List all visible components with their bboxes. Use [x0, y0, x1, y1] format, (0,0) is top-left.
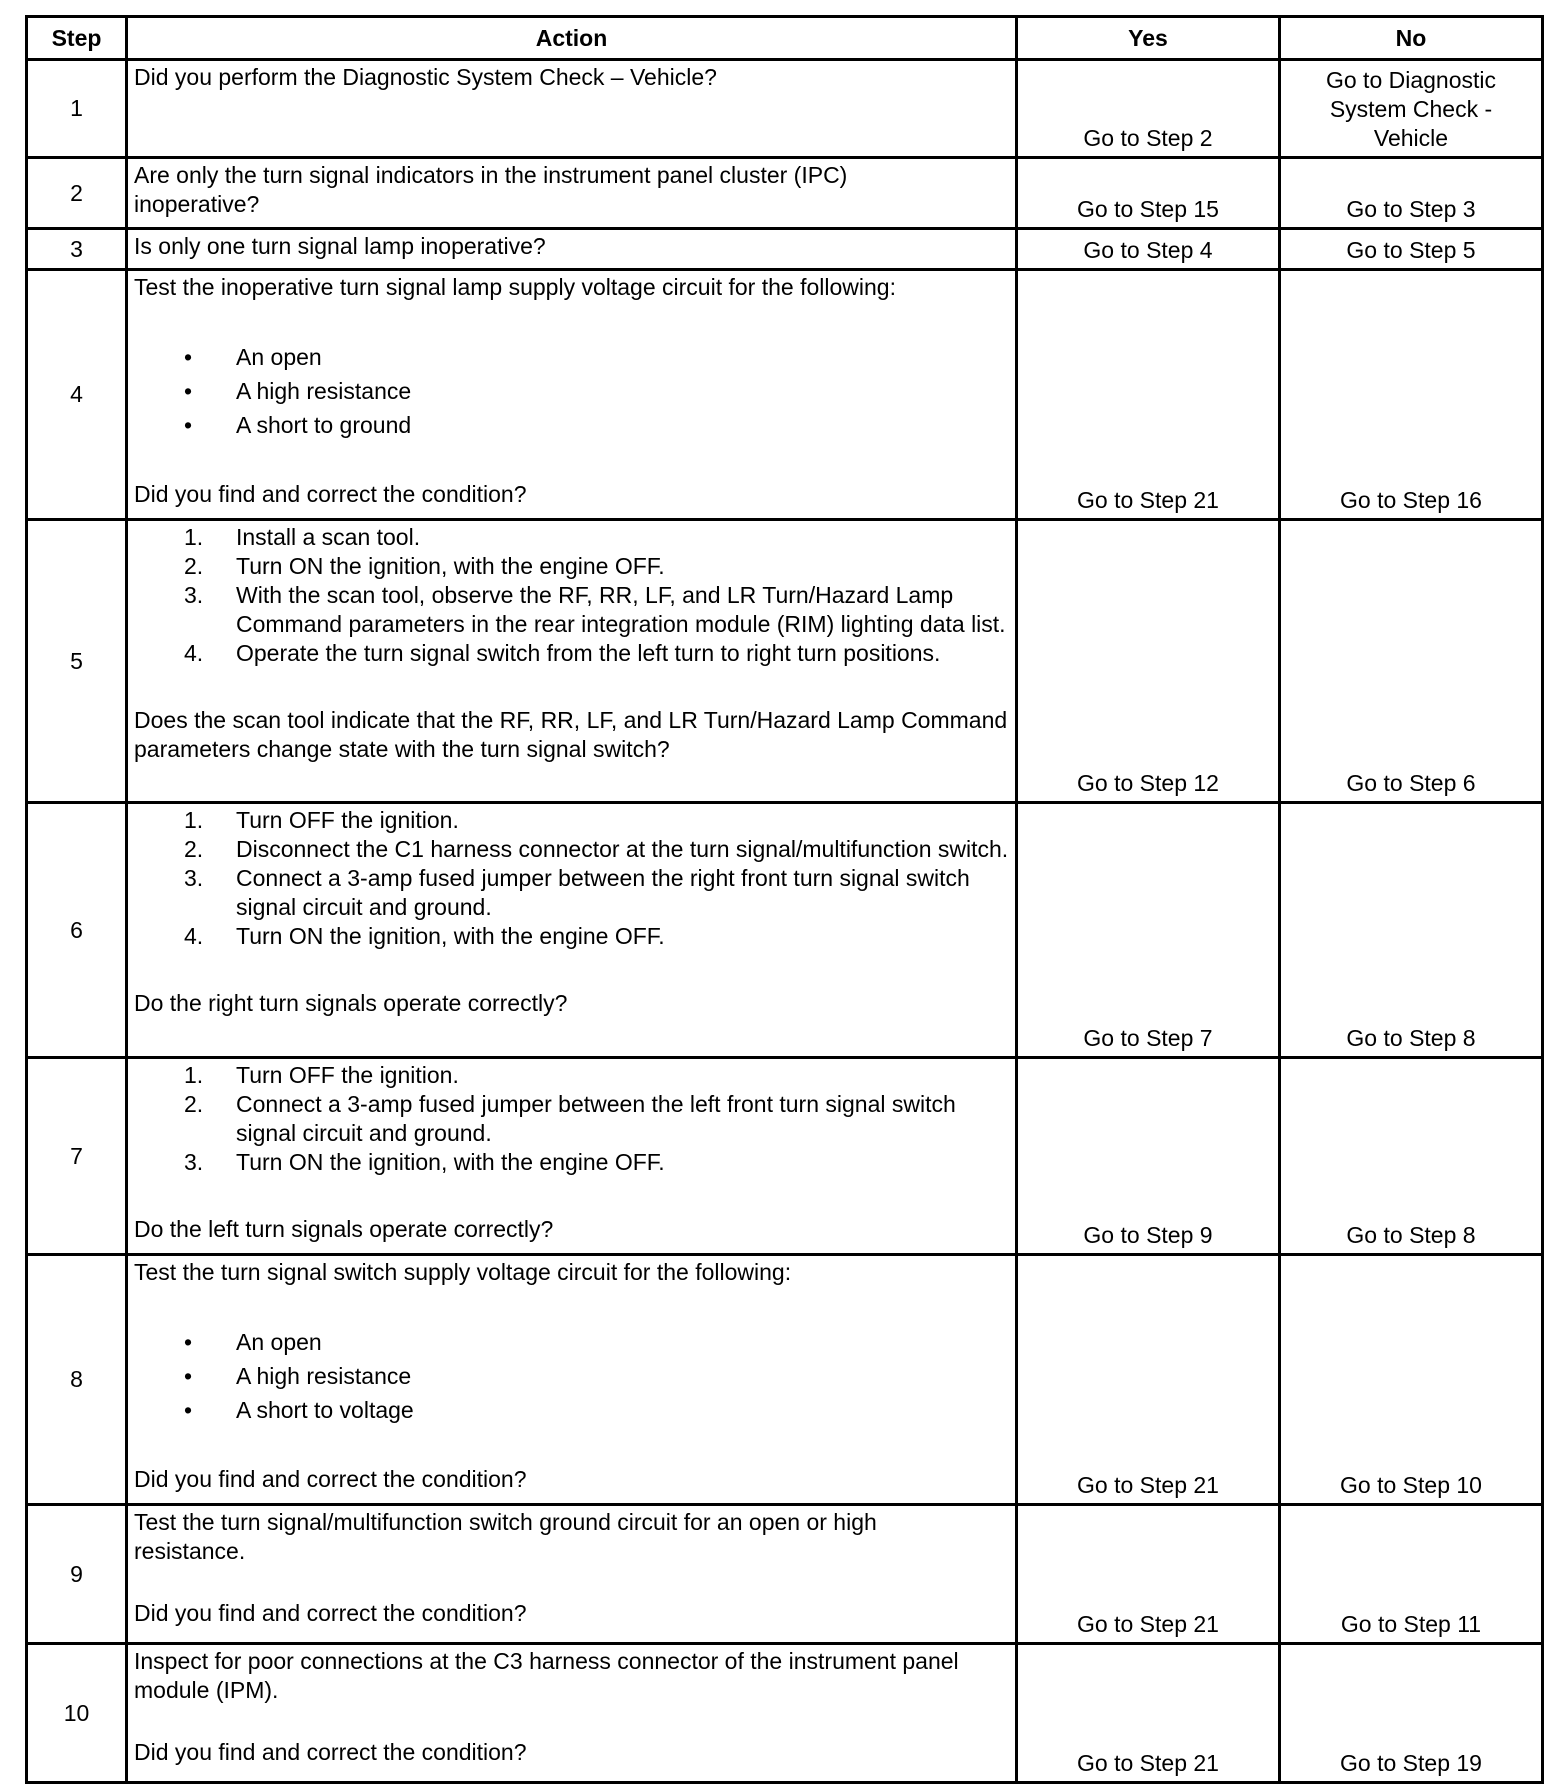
- table-row: [27, 1058, 1543, 1255]
- step-number: 2: [27, 158, 127, 229]
- no-link[interactable]: Go to Step 16: [1280, 270, 1543, 520]
- list-text: Install a scan tool.: [236, 524, 421, 550]
- table-row: [27, 803, 1543, 1058]
- step-number: 10: [27, 1644, 127, 1783]
- no-link[interactable]: Go to Step 3: [1280, 158, 1543, 229]
- action-cell: [127, 60, 1017, 158]
- list-item: [134, 639, 1009, 668]
- list-item: • A short to voltage: [134, 1393, 1009, 1427]
- yes-link[interactable]: Go to Step 7: [1017, 803, 1280, 1058]
- list-item: [134, 864, 1009, 922]
- list-number: 2.: [184, 836, 204, 862]
- no-link[interactable]: Go to Step 19: [1280, 1644, 1543, 1783]
- action-cell: [127, 1058, 1017, 1255]
- list-item: [134, 1090, 1009, 1148]
- action-text: Test the inoperative turn signal lamp supply voltage circuit for the following:: [134, 274, 896, 300]
- action-cell: [127, 1644, 1017, 1783]
- yes-link[interactable]: Go to Step 15: [1017, 158, 1280, 229]
- table-row: [27, 1644, 1543, 1783]
- table-row: [27, 229, 1543, 270]
- list-item: [134, 523, 1009, 552]
- yes-link[interactable]: Go to Step 9: [1017, 1058, 1280, 1255]
- header-yes: Yes: [1017, 17, 1280, 60]
- condition-list: [134, 340, 1009, 442]
- action-cell: [127, 229, 1017, 270]
- list-text: Turn OFF the ignition.: [236, 1062, 459, 1088]
- list-number: 1.: [184, 524, 204, 550]
- list-text: Turn ON the ignition, with the engine OFF.: [236, 553, 665, 579]
- action-text: Test the turn signal/multifunction switch ground circuit for an open or high resistance.: [134, 1509, 877, 1564]
- action-text: Did you perform the Diagnostic System Check – Vehicle?: [134, 64, 717, 90]
- no-link-line: System Check -: [1329, 96, 1493, 122]
- no-link[interactable]: Go to Step 11: [1280, 1505, 1543, 1644]
- yes-link[interactable]: Go to Step 12: [1017, 520, 1280, 803]
- list-item: [134, 806, 1009, 835]
- list-item: • An open: [134, 340, 1009, 374]
- question-text: Do the left turn signals operate correctly?: [134, 1216, 554, 1242]
- procedure-list: [134, 523, 1009, 668]
- action-text: Inspect for poor connections at the C3 harness connector of the instrument panel module (IPM).: [134, 1648, 959, 1703]
- list-number: 3.: [184, 582, 204, 608]
- action-cell: [127, 803, 1017, 1058]
- no-link[interactable]: Go to Step 8: [1280, 803, 1543, 1058]
- condition-list: [134, 1325, 1009, 1427]
- action-text: Test the turn signal switch supply voltage circuit for the following:: [134, 1259, 792, 1285]
- step-number: 9: [27, 1505, 127, 1644]
- list-item: • A high resistance: [134, 1359, 1009, 1393]
- list-text: With the scan tool, observe the RF, RR, LF, and LR Turn/Hazard Lamp Command parameters in the rear integration module (RIM) lighting data list.: [236, 582, 1006, 637]
- no-link[interactable]: Go to Step 10: [1280, 1255, 1543, 1505]
- list-number: 3.: [184, 865, 204, 891]
- diagnostic-table: [25, 15, 1544, 1784]
- step-number: 8: [27, 1255, 127, 1505]
- list-text: Turn OFF the ignition.: [236, 807, 459, 833]
- question-text: Did you find and correct the condition?: [134, 1739, 527, 1765]
- list-number: 4.: [184, 640, 204, 666]
- list-text: Connect a 3-amp fused jumper between the right front turn signal switch signal circuit and ground.: [236, 865, 970, 920]
- action-text: Is only one turn signal lamp inoperative?: [134, 233, 546, 259]
- list-text: Connect a 3-amp fused jumper between the left front turn signal switch signal circuit and ground.: [236, 1091, 956, 1146]
- list-item: [134, 552, 1009, 581]
- yes-link[interactable]: Go to Step 21: [1017, 1255, 1280, 1505]
- list-item: • A short to ground: [134, 408, 1009, 442]
- table-row: [27, 270, 1543, 520]
- list-item: [134, 922, 1009, 951]
- question-text: Does the scan tool indicate that the RF, RR, LF, and LR Turn/Hazard Lamp Command parameters change state with the turn signal switch?: [134, 707, 1008, 762]
- list-item: • An open: [134, 1325, 1009, 1359]
- no-link[interactable]: Go to Step 5: [1280, 229, 1543, 270]
- table-row: [27, 520, 1543, 803]
- list-text: Turn ON the ignition, with the engine OFF.: [236, 1149, 665, 1175]
- step-number: 4: [27, 270, 127, 520]
- list-number: 4.: [184, 923, 204, 949]
- list-item: [134, 1061, 1009, 1090]
- action-cell: [127, 270, 1017, 520]
- action-cell: [127, 1505, 1017, 1644]
- table-row: [27, 60, 1543, 158]
- no-link[interactable]: [1280, 60, 1543, 158]
- question-text: Do the right turn signals operate correctly?: [134, 990, 568, 1016]
- yes-link[interactable]: Go to Step 21: [1017, 1644, 1280, 1783]
- yes-link[interactable]: Go to Step 21: [1017, 1505, 1280, 1644]
- header-action: Action: [127, 17, 1017, 60]
- list-number: 2.: [184, 553, 204, 579]
- list-item: [134, 581, 1009, 639]
- step-number: 5: [27, 520, 127, 803]
- no-link[interactable]: Go to Step 6: [1280, 520, 1543, 803]
- action-cell: [127, 1255, 1017, 1505]
- step-number: 1: [27, 60, 127, 158]
- list-number: 3.: [184, 1149, 204, 1175]
- list-item: [134, 1148, 1009, 1177]
- list-text: Operate the turn signal switch from the left turn to right turn positions.: [236, 640, 941, 666]
- yes-link[interactable]: Go to Step 4: [1017, 229, 1280, 270]
- list-number: 1.: [184, 807, 204, 833]
- table-row: [27, 1505, 1543, 1644]
- action-cell: [127, 520, 1017, 803]
- procedure-list: [134, 1061, 1009, 1177]
- step-number: 7: [27, 1058, 127, 1255]
- step-number: 3: [27, 229, 127, 270]
- table-row: [27, 1255, 1543, 1505]
- list-text: Turn ON the ignition, with the engine OFF.: [236, 923, 665, 949]
- no-link-line: Vehicle: [1373, 125, 1449, 151]
- list-item: [134, 835, 1009, 864]
- yes-link[interactable]: Go to Step 21: [1017, 270, 1280, 520]
- question-text: Did you find and correct the condition?: [134, 1466, 527, 1492]
- step-number: 6: [27, 803, 127, 1058]
- action-cell: [127, 158, 1017, 229]
- header-row: [27, 17, 1543, 60]
- action-text: Are only the turn signal indicators in the instrument panel cluster (IPC): [134, 162, 848, 188]
- header-step: Step: [27, 17, 127, 60]
- action-text: inoperative?: [134, 191, 260, 217]
- header-no: No: [1280, 17, 1543, 60]
- no-link[interactable]: Go to Step 8: [1280, 1058, 1543, 1255]
- list-text: Disconnect the C1 harness connector at the turn signal/multifunction switch.: [236, 836, 1009, 862]
- list-number: 2.: [184, 1091, 204, 1117]
- yes-link[interactable]: Go to Step 2: [1017, 60, 1280, 158]
- procedure-list: [134, 806, 1009, 951]
- question-text: Did you find and correct the condition?: [134, 481, 527, 507]
- no-link-line: Go to Diagnostic: [1325, 67, 1497, 93]
- list-number: 1.: [184, 1062, 204, 1088]
- list-item: • A high resistance: [134, 374, 1009, 408]
- question-text: Did you find and correct the condition?: [134, 1600, 527, 1626]
- table-row: [27, 158, 1543, 229]
